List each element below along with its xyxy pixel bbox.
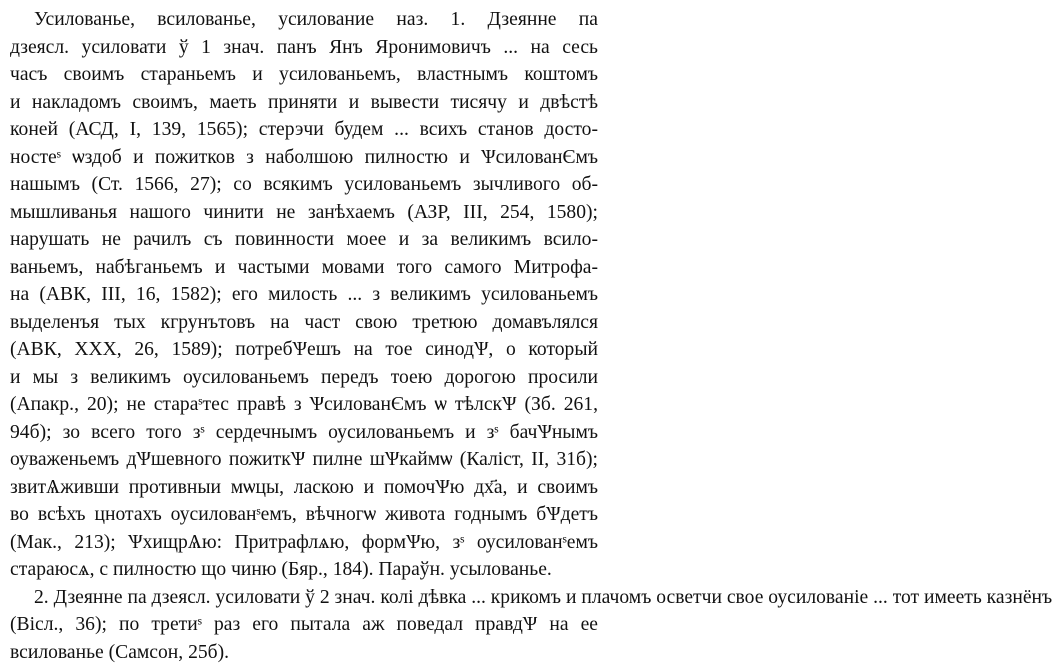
entry-line-21: стараюсѧ, с пилностю що чиню (Бяр., 184). Параўн. усылованье. <box>10 556 598 584</box>
entry-line-20: (Мак., 213); ѰхищрѦю: Притрафлѧю, формѰю, зˢ оусилованˢемъ <box>10 529 598 557</box>
entry-line-11: на (АВК, III, 16, 1582); его милость ... з великимъ усилованьемъ <box>10 281 598 309</box>
entry-line-13: (АВК, XXX, 26, 1589); потребѰешъ на тое синодѰ, о который <box>10 336 598 364</box>
entry-line-12: выделенъя тых кгрунътовъ на част свою третюю домавълялся <box>10 309 598 337</box>
entry-line-18: звитѦживши противныи мѡцы, ласкою и помочѰю дх҃а, и своимъ <box>10 474 598 502</box>
entry-line-5: коней (АСД, I, 139, 1565); стерэчи будем ... всихъ станов досто- <box>10 116 598 144</box>
entry-line-1: Усилованье, всилованье, усилование наз. 1. Дзеянне па <box>10 6 598 34</box>
sense2-line-2: (Вісл., 36); по третиˢ раз его пытала аж поведал правдѰ на ее <box>10 611 598 639</box>
entry-line-4: и накладомъ своимъ, маеть приняти и вывести тисячу и двѣстѣ <box>10 89 598 117</box>
entry-line-17: оуваженьемъ дѰшевного пожиткѰ пилне шѰкаймѡ (Каліст, II, 31б); <box>10 446 598 474</box>
entry-line-16: 94б); зо всего того зˢ сердечнымъ оусилованьемъ и зˢ бачѰнымъ <box>10 419 598 447</box>
entry-line-15: (Апакр., 20); не стараˢтес правѣ з ѰсилованЄмъ ѡ тѣлскѰ (Зб. 261, <box>10 391 598 419</box>
sense-2 <box>10 584 598 666</box>
entry-line-9: нарушать не рачилъ съ повинности моее и за великимъ всило- <box>10 226 598 254</box>
entry-line-8: мышливанья нашого чинити не занѣхаемъ (АЗР, III, 254, 1580); <box>10 199 598 227</box>
entry-line-2: дзеясл. усиловати ў 1 знач. панъ Янъ Яронимовичъ ... на сесь <box>10 34 598 62</box>
entry-line-6: ностеˢ ѡздоб и пожитков з наболшою пилностю и ѰсилованЄмъ <box>10 144 598 172</box>
dictionary-entry <box>10 6 598 584</box>
entry-line-7: нашымъ (Ст. 1566, 27); со всякимъ усилованьемъ зычливого об- <box>10 171 598 199</box>
entry-line-3: часъ своимъ стараньемъ и усилованьемъ, властнымъ коштомъ <box>10 61 598 89</box>
entry-line-10: ваньемъ, набѣганьемъ и частыми мовами того самого Митрофа- <box>10 254 598 282</box>
sense2-line-3: всилованье (Самсон, 25б). <box>10 639 598 666</box>
entry-line-19: во всѣхъ цнотахъ оусилованˢемъ, вѣчногѡ живота годнымъ бѰдетъ <box>10 501 598 529</box>
entry-line-14: и мы з великимъ оусилованьемъ передъ тоею дорогою просили <box>10 364 598 392</box>
sense2-line-1: 2. Дзеянне па дзеясл. усиловати ў 2 знач. колі дѣвка ... крикомъ и плачомъ осветчи свое оусилованіе ... тот имееть казнёнъ <box>10 584 598 612</box>
